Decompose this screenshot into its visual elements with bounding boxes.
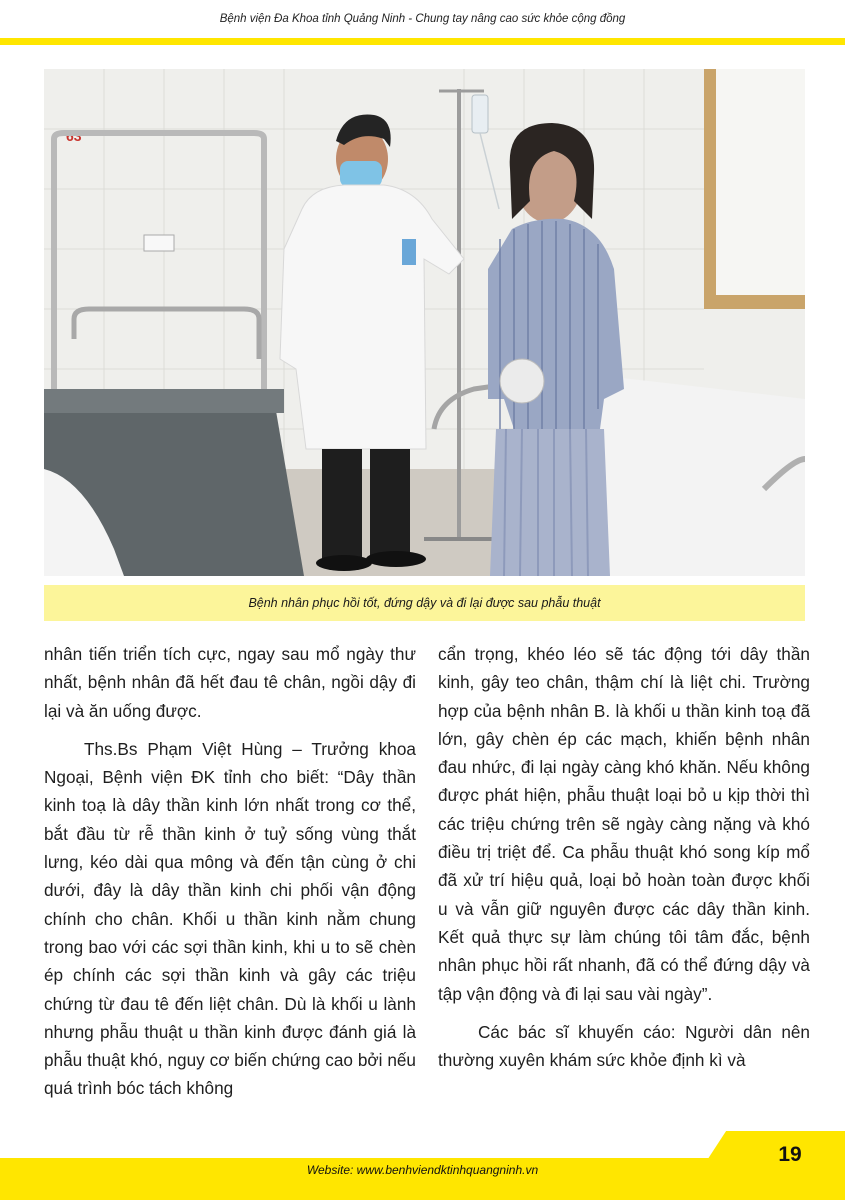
photo-caption: Bệnh nhân phục hồi tốt, đứng dậy và đi lại được sau phẫu thuật bbox=[44, 585, 805, 621]
page-number: 19 bbox=[778, 1143, 802, 1166]
article-column-right bbox=[438, 640, 810, 1084]
article-paragraph: Các bác sĩ khuyến cáo: Người dân nên thường xuyên khám sức khỏe định kì và bbox=[438, 1021, 810, 1071]
running-header: Bệnh viện Đa Khoa tỉnh Quảng Ninh - Chung tay nâng cao sức khỏe cộng đồng bbox=[219, 13, 626, 25]
article-paragraph: nhân tiến triển tích cực, ngay sau mổ ngày thư nhất, bệnh nhân đã hết đau tê chân, ngồi dậy đi lại và ăn uống được. bbox=[44, 644, 416, 721]
article-column-left bbox=[44, 640, 416, 1113]
bed-number-sign: 63 bbox=[66, 128, 82, 144]
header-rule bbox=[0, 38, 845, 45]
photo-illustration bbox=[44, 69, 805, 576]
article-paragraph: Ths.Bs Phạm Việt Hùng – Trưởng khoa Ngoại, Bệnh viện ĐK tỉnh cho biết: “Dây thần kinh toạ là dây thần kinh lớn nhất trong cơ thể, bắt đầu từ rễ thần kinh ở tuỷ sống vùng thắt lưng, kéo dài qua mông và đến tận cùng ở chi dưới, đây là dây thần kinh chi phối vận động chính cho chân. Khối u thần kinh nằm chung trong bao với các sợi thần kinh, khi u to sẽ chèn ép chính các sợi thần kinh và gây các triệu chứng từ đau tê đến liệt chân. Dù là khối u lành nhưng phẫu thuật u thần kinh được đánh giá là phẫu thuật khó, nguy cơ biến chứng cao bởi nếu quá trình bóc tách không bbox=[44, 738, 416, 1099]
footer-website: Website: www.benhviendktinhquangninh.vn bbox=[306, 1163, 539, 1177]
hospital-photo bbox=[44, 69, 805, 576]
article-paragraph: cẩn trọng, khéo léo sẽ tác động tới dây thần kinh, gây teo chân, thậm chí là liệt chi. Trường hợp của bệnh nhân B. là khối u thần kinh toạ đã lớn, gây chèn ép các mạch, khiến bệnh nhân đau nhức, đi lại ngày càng khó khăn. Nếu không được phát hiện, phẫu thuật loại bỏ u kịp thời thì các triệu chứng trên sẽ ngày càng nặng và khó điều trị triệt để. Ca phẫu thuật khó song kíp mổ đã xử trí hiệu quả, loại bỏ hoàn toàn được khối u và vẫn giữ nguyên được các dây thần kinh. Kết quả thực sự làm chúng tôi tâm đắc, bệnh nhân phục hồi rất nhanh, đã có thể đứng dậy và tập vận động và đi lại sau vài ngày”. bbox=[438, 644, 810, 1004]
